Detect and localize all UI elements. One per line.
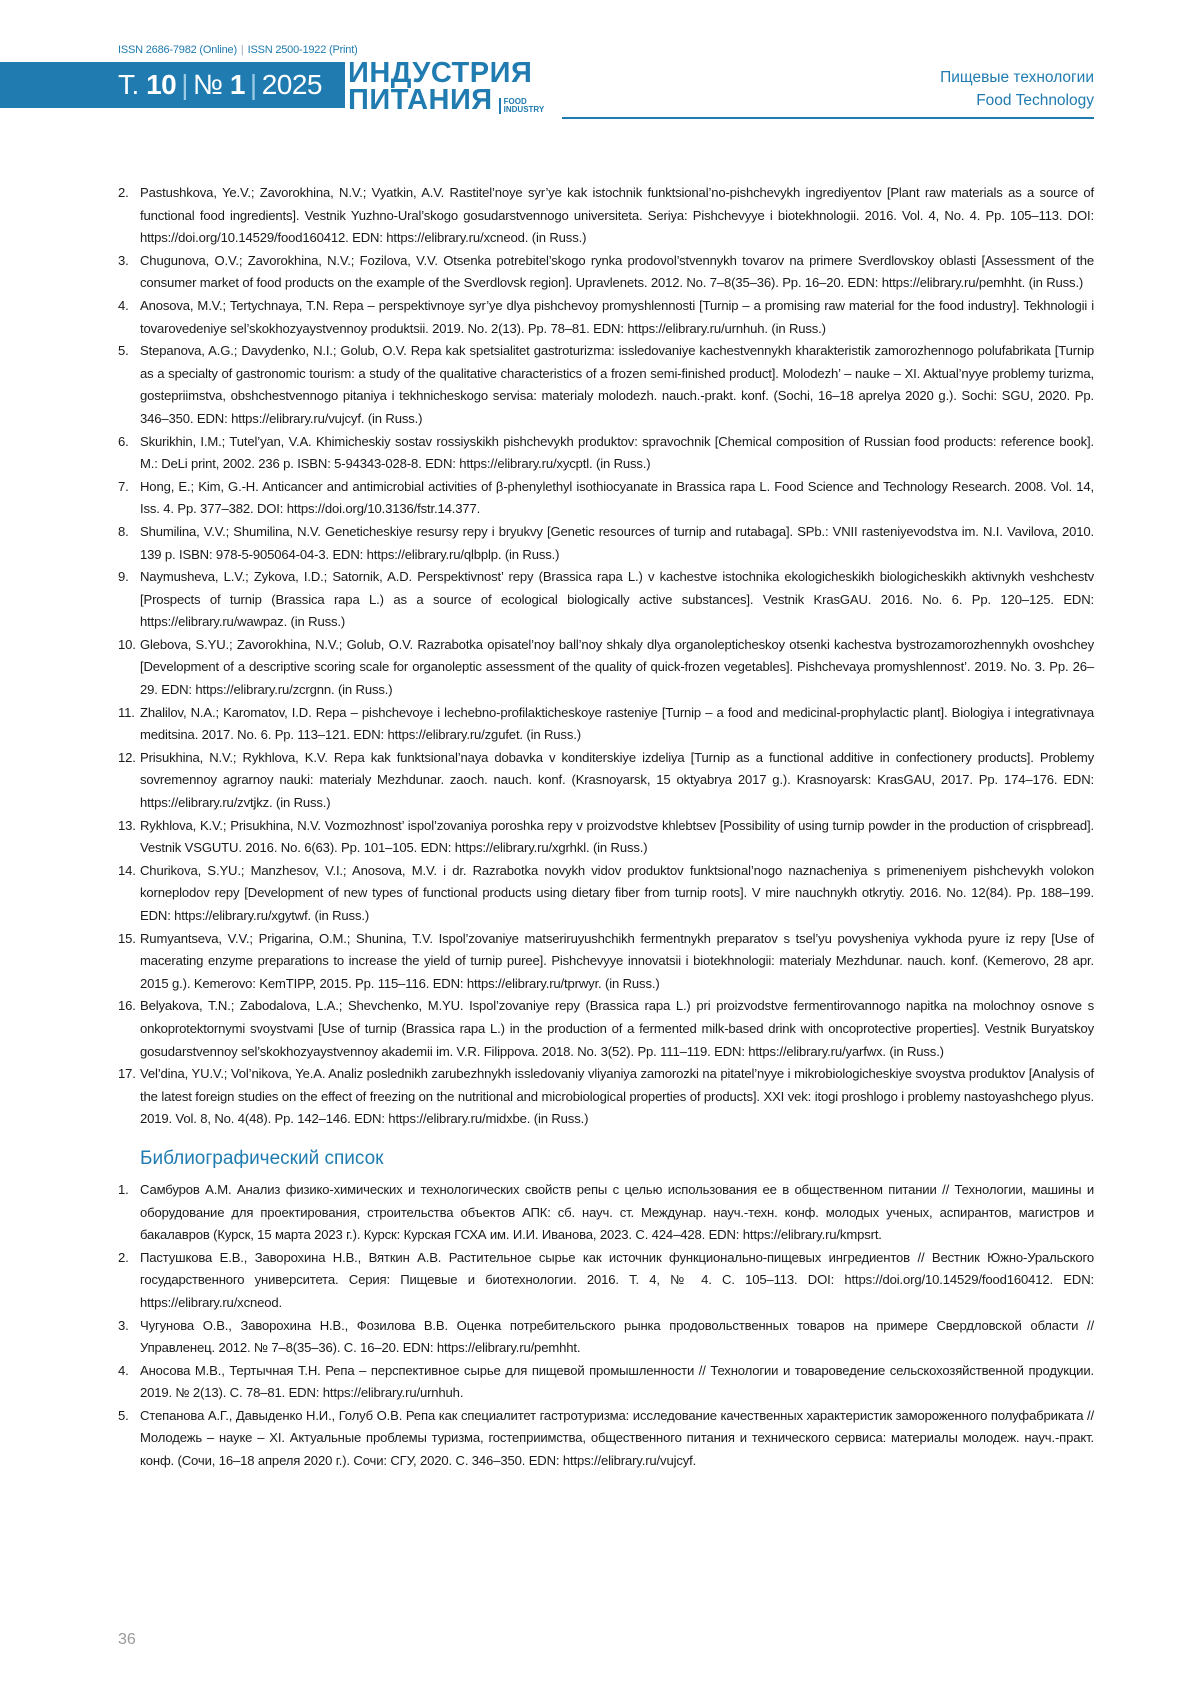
reference-number: 7. xyxy=(118,476,129,499)
reference-number: 2. xyxy=(118,182,129,205)
page-number: 36 xyxy=(118,1631,136,1649)
journal-title-line2: ПИТАНИЯ xyxy=(348,87,493,114)
issue-year: 2025 xyxy=(262,69,322,100)
reference-item xyxy=(118,928,1094,996)
reference-item xyxy=(118,250,1094,295)
reference-item xyxy=(118,431,1094,476)
reference-number: 5. xyxy=(118,340,129,363)
reference-number: 12. xyxy=(118,747,136,770)
number-prefix: № xyxy=(193,69,223,100)
reference-item xyxy=(118,634,1094,702)
reference-text: Самбуров А.М. Анализ физико-химических и технологических свойств репы с целью использования ее в общественном питании // Технологии, машины и оборудование для проектирования, строительства объектов АПК: сб. науч. ст. Междунар. науч.-техн. конф. молодых ученых, аспирантов, магистров и бакалавров (Курск, 15 марта 2023 г.). Курск: Курская ГСХА им. И.И. Иванова, 2023. С. 424–428. EDN: https://elibrary.ru/kmpsrt. xyxy=(140,1182,1094,1242)
reference-item xyxy=(118,295,1094,340)
reference-number: 16. xyxy=(118,995,136,1018)
issn-separator: | xyxy=(241,44,244,56)
reference-item xyxy=(118,182,1094,250)
references-list xyxy=(118,182,1094,1131)
bibliography-list xyxy=(118,1179,1094,1473)
section-title-en: Food Technology xyxy=(940,89,1094,112)
reference-number: 8. xyxy=(118,521,129,544)
reference-item xyxy=(118,340,1094,430)
reference-text: Chugunova, O.V.; Zavorokhina, N.V.; Fozilova, V.V. Otsenka potrebitel’skogo rynka prodovol’stvennykh tovarov na primere Sverdlovskoy oblasti [Assessment of the consumer market of food products on the example of the Sverdlovsk region]. Upravlenets. 2012. No. 7–8(35–36). Pp. 16–20. EDN: https://elibrary.ru/pemhht. (in Russ.) xyxy=(140,253,1094,291)
reference-number: 14. xyxy=(118,860,136,883)
reference-text: Belyakova, T.N.; Zabodalova, L.A.; Shevchenko, M.YU. Ispol’zovaniye repy (Brassica rapa L.) pri proizvodstve fermentirovannogo napitka na molochnoy osnove s onkoprotektornymi svoystvami [Use of turnip (Brassica rapa L.) in the production of a fermented milk-based drink with oncoprotective properties]. Vestnik Buryatskoy gosudarstvennoy sel’skokhozyaystvennoy akademii im. V.R. Filippova. 2018. No. 3(52). Pp. 111–119. EDN: https://elibrary.ru/yarfwx. (in Russ.) xyxy=(140,998,1094,1058)
issn-print: ISSN 2500-1922 (Print) xyxy=(248,44,358,56)
reference-number: 5. xyxy=(118,1405,129,1428)
reference-text: Naymusheva, L.V.; Zykova, I.D.; Satornik, A.D. Perspektivnost’ repy (Brassica rapa L.) v kachestve istochnika ekologicheskikh biologicheskikh aktivnykh veshchestv [Prospects of turnip (Brassica rapa L.) as a source of ecological biologically active substances]. Vestnik KrasGAU. 2016. No. 6. Pp. 120–125. EDN: https://elibrary.ru/wawpaz. (in Russ.) xyxy=(140,569,1094,629)
reference-text: Anosova, M.V.; Tertychnaya, T.N. Repa – perspektivnoye syr’ye dlya pishchevoy promyshlennosti [Turnip – a promising raw material for the food industry]. Tekhnologii i tovarovedeniye sel’skokhozyaystvennoy produktsii. 2019. No. 2(13). Pp. 78–81. EDN: https://elibrary.ru/urnhuh. (in Russ.) xyxy=(140,298,1094,336)
references-content xyxy=(118,182,1094,1473)
reference-number: 4. xyxy=(118,1360,129,1383)
reference-text: Stepanova, A.G.; Davydenko, N.I.; Golub, O.V. Repa kak spetsialitet gastroturizma: issledovaniye kachestvennykh kharakteristik zamorozhennogo polufabrikata [Turnip as a specialty of gastronomic tourism: a study of the qualitative characteristics of a frozen semi-finished product]. Molodezh’ – nauke – XI. Aktual’nyye problemy turizma, gostepriimstva, obshchestvennogo pitaniya i tekhnicheskogo servisa: materialy molodezh. nauch.-prakt. konf. (Sochi, 16–18 aprelya 2020 g.). Sochi: SGU, 2020. Pp. 346–350. EDN: https://elibrary.ru/vujcyf. (in Russ.) xyxy=(140,343,1094,426)
reference-number: 6. xyxy=(118,431,129,454)
reference-item xyxy=(118,1405,1094,1473)
reference-item xyxy=(118,1247,1094,1315)
reference-number: 11. xyxy=(118,702,135,725)
reference-item xyxy=(118,1179,1094,1247)
reference-number: 3. xyxy=(118,250,129,273)
issn-online: ISSN 2686-7982 (Online) xyxy=(118,44,237,56)
reference-number: 13. xyxy=(118,815,136,838)
reference-text: Prisukhina, N.V.; Rykhlova, K.V. Repa kak funktsional’naya dobavka v konditerskiye izdeliya [Turnip as a functional additive in confectionery products]. Problemy sovremennoy agrarnoy nauki: materialy Mezhdunar. zaoch. nauch. konf. (Krasnoyarsk, 15 oktyabrya 2017 g.). Krasnoyarsk: KrasGAU, 2017. Pp. 174–176. EDN: https://elibrary.ru/zvtjkz. (in Russ.) xyxy=(140,750,1094,810)
reference-item xyxy=(118,995,1094,1063)
issn-line xyxy=(118,44,358,56)
issue-number: 1 xyxy=(230,69,245,100)
reference-number: 17. xyxy=(118,1063,136,1086)
section-title-ru: Пищевые технологии xyxy=(940,66,1094,89)
reference-item xyxy=(118,747,1094,815)
reference-text: Rumyantseva, V.V.; Prigarina, O.M.; Shunina, T.V. Ispol’zovaniye matseriruyushchikh fermentnykh preparatov s tsel’yu povysheniya vykhoda pyure iz repy [Use of macerating enzyme preparations to increase the yield of turnip puree]. Pishchevyye innovatsii i biotekhnologii: materialy Mezhdunar. nauch. konf. (Kemerovo, 28 apr. 2015 g.). Kemerovo: KemTIPP, 2015. Pp. 115–116. EDN: https://elibrary.ru/tprwyr. (in Russ.) xyxy=(140,931,1094,991)
reference-text: Vel’dina, YU.V.; Vol’nikova, Ye.A. Analiz poslednikh zarubezhnykh issledovaniy vliyaniya zamorozki na pitatel’nyye i mikrobiologicheskiye svoystva produktov [Analysis of the latest foreign studies on the effect of freezing on the nutritional and microbiological properties of products]. XXI vek: itogi proshlogo i problemy nastoyashchego plyus. 2019. Vol. 8, No. 4(48). Pp. 142–146. EDN: https://elibrary.ru/midxbe. (in Russ.) xyxy=(140,1066,1094,1126)
reference-item xyxy=(118,1063,1094,1131)
reference-text: Zhalilov, N.A.; Karomatov, I.D. Repa – pishchevoye i lechebno-profilakticheskoye rasteniye [Turnip – a food and medicinal-prophylactic plant]. Biologiya i integrativnaya meditsina. 2017. No. 6. Pp. 113–121. EDN: https://elibrary.ru/zgufet. (in Russ.) xyxy=(140,705,1094,743)
section-title xyxy=(940,66,1094,112)
reference-item xyxy=(118,702,1094,747)
volume-prefix: Т. xyxy=(118,69,139,100)
reference-number: 9. xyxy=(118,566,129,589)
reference-text: Skurikhin, I.M.; Tutel’yan, V.A. Khimicheskiy sostav rossiyskikh pishchevykh produktov: spravochnik [Chemical composition of Russian food products: reference book]. M.: DeLi print, 2002. 236 p. ISBN: 5-94343-028-8. EDN: https://elibrary.ru/xycptl. (in Russ.) xyxy=(140,434,1094,472)
reference-number: 4. xyxy=(118,295,129,318)
reference-number: 10. xyxy=(118,634,136,657)
reference-text: Аносова М.В., Тертычная Т.Н. Репа – перспективное сырье для пищевой промышленности // Технологии и товароведение сельскохозяйственной продукции. 2019. № 2(13). С. 78–81. EDN: https://elibrary.ru/urnhuh. xyxy=(140,1363,1094,1401)
reference-item xyxy=(118,476,1094,521)
reference-text: Shumilina, V.V.; Shumilina, N.V. Geneticheskiye resursy repy i bryukvy [Genetic resources of turnip and rutabaga]. SPb.: VNII rasteniyevodstva im. N.I. Vavilova, 2010. 139 p. ISBN: 978-5-905064-04-3. EDN: https://elibrary.ru/qlbplp. (in Russ.) xyxy=(140,524,1094,562)
reference-text: Glebova, S.YU.; Zavorokhina, N.V.; Golub, O.V. Razrabotka opisatel’noy ball’noy shkaly dlya organolepticheskoy otsenki kachestva bystrozamorozhennykh ovoshchey [Development of a descriptive scoring scale for organoleptic assessment of the quality of quick-frozen vegetables]. Pishchevaya promyshlennost’. 2019. No. 3. Pp. 26–29. EDN: https://elibrary.ru/zcrgnn. (in Russ.) xyxy=(140,637,1094,697)
reference-item xyxy=(118,815,1094,860)
reference-text: Churikova, S.YU.; Manzhesov, V.I.; Anosova, M.V. i dr. Razrabotka novykh vidov produktov funktsional’nogo naznacheniya s primeneniyem pishchevykh volokon korneplodov repy [Development of new types of functional products using dietary fiber from turnip roots]. V mire nauchnykh otkrytiy. 2016. No. 12(84). Pp. 188–199. EDN: https://elibrary.ru/xgytwf. (in Russ.) xyxy=(140,863,1094,923)
header-rule xyxy=(562,117,1094,119)
reference-text: Pastushkova, Ye.V.; Zavorokhina, N.V.; Vyatkin, A.V. Rastitel’noye syr’ye kak istochnik funktsional’no-pishchevykh ingrediyentov [Plant raw materials as a source of functional food ingredients]. Vestnik Yuzhno-Ural’skogo gosudarstvennogo universiteta. Seriya: Pishchevyye i biotekhnologii. 2016. Vol. 4, No. 4. Pp. 105–113. DOI: https://doi.org/10.14529/food160412. EDN: https://elibrary.ru/xcneod. (in Russ.) xyxy=(140,185,1094,245)
volume-number: 10 xyxy=(146,69,176,100)
reference-text: Hong, E.; Kim, G.-H. Anticancer and antimicrobial activities of β-phenylethyl isothiocyanate in Brassica rapa L. Food Science and Technology Research. 2008. Vol. 14, Iss. 4. Pp. 377–382. DOI: https://doi.org/10.3136/fstr.14.377. xyxy=(140,479,1094,517)
reference-item xyxy=(118,566,1094,634)
bibliography-heading: Библиографический список xyxy=(140,1145,1094,1173)
journal-logo xyxy=(348,60,544,114)
journal-title-line1: ИНДУСТРИЯ xyxy=(348,60,544,87)
reference-number: 1. xyxy=(118,1179,129,1202)
food-line2: INDUSTRY xyxy=(504,105,545,114)
reference-item xyxy=(118,1315,1094,1360)
banner-divider: | xyxy=(181,69,188,100)
reference-number: 2. xyxy=(118,1247,129,1270)
reference-text: Степанова А.Г., Давыденко Н.И., Голуб О.В. Репа как специалитет гастротуризма: исследование качественных характеристик замороженного полуфабриката // Молодежь – науке – XI. Актуальные проблемы туризма, гостеприимства, общественного питания и технического сервиса: материалы молодеж. науч.-практ. конф. (Сочи, 16–18 апреля 2020 г.). Сочи: СГУ, 2020. С. 346–350. EDN: https://elibrary.ru/vujcyf. xyxy=(140,1408,1094,1468)
reference-number: 15. xyxy=(118,928,136,951)
reference-number: 3. xyxy=(118,1315,129,1338)
banner-divider: | xyxy=(250,69,257,100)
food-line1: FOOD xyxy=(504,97,527,106)
reference-text: Rykhlova, K.V.; Prisukhina, N.V. Vozmozhnost’ ispol’zovaniya poroshka repy v proizvodstve khlebtsev [Possibility of using turnip powder in the production of crispbread]. Vestnik VSGUTU. 2016. No. 6(63). Pp. 101–105. EDN: https://elibrary.ru/xgrhkl. (in Russ.) xyxy=(140,818,1094,856)
reference-item xyxy=(118,521,1094,566)
reference-item xyxy=(118,1360,1094,1405)
volume-banner xyxy=(0,62,345,108)
food-industry-mark xyxy=(499,98,545,114)
reference-text: Чугунова О.В., Заворохина Н.В., Фозилова В.В. Оценка потребительского рынка продовольственных товаров на примере Свердловской области // Управленец. 2012. № 7–8(35–36). С. 16–20. EDN: https://elibrary.ru/pemhht. xyxy=(140,1318,1094,1356)
reference-item xyxy=(118,860,1094,928)
reference-text: Пастушкова Е.В., Заворохина Н.В., Вяткин А.В. Растительное сырье как источник функционально-пищевых ингредиентов // Вестник Южно-Уральского государственного университета. Серия: Пищевые и биотехнологии. 2016. Т. 4, № 4. С. 105–113. DOI: https://doi.org/10.14529/food160412. EDN: https://elibrary.ru/xcneod. xyxy=(140,1250,1094,1310)
